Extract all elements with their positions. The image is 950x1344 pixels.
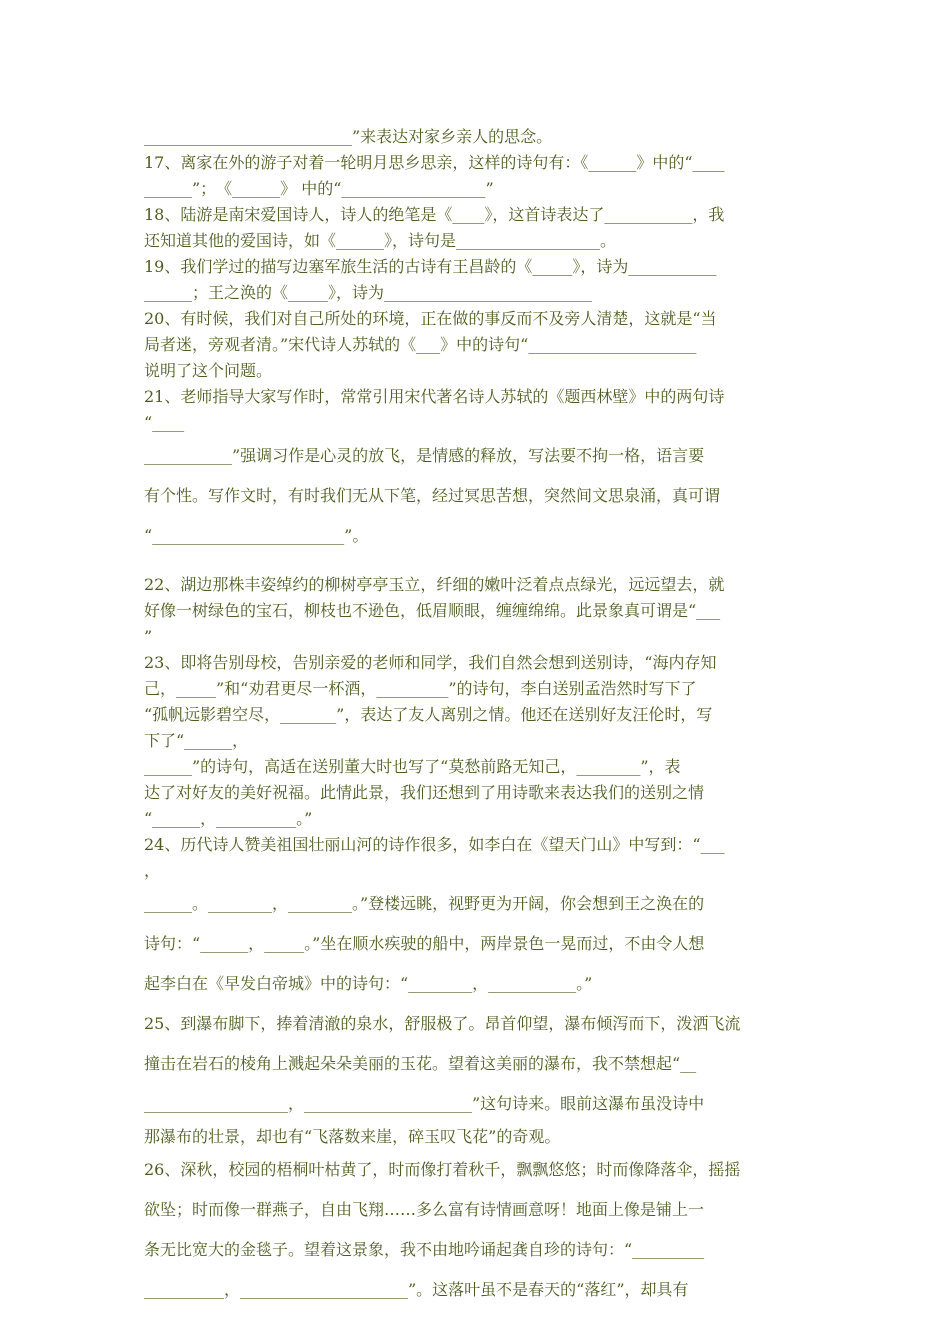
text-line: 还知道其他的爱国诗，如《______》，诗句是__________________。 [144, 231, 617, 250]
text-line: ” [144, 627, 153, 646]
text-line: 好像一树绿色的宝石，柳枝也不逊色，低眉顺眼，缠缠绵绵。此景象真可谓是“___ [144, 601, 721, 620]
question-19: 19、我们学过的描写边塞军旅生活的古诗有王昌龄的《_____》，诗为___________ [144, 257, 717, 276]
question-24: 24、历代诗人赞美祖国壮丽山河的诗作很多，如李白在《望天门山》中写到：“___ [144, 835, 725, 854]
question-20: 20、有时候，我们对自己所处的环境，正在做的事反而不及旁人清楚，这就是“当 [144, 309, 717, 328]
text-line: ___________”强调习作是心灵的放飞，是情感的释放，写法要不拘一格，语言要 [144, 446, 705, 465]
text-line: ______”； 《______》 中的“__________________” [144, 179, 494, 198]
text-line: 己，_____”和“劝君更尽一杯酒，_________”的诗句，李白送别孟浩然时写下了 [144, 679, 697, 698]
text-line: ， [144, 861, 161, 880]
text-line: __________________________”来表达对家乡亲人的思念。 [144, 127, 553, 146]
text-line: 条无比宽大的金毯子。望着这景象，我不由地吟诵起龚自珍的诗句：“_________ [144, 1240, 705, 1259]
text-line: 有个性。写作文时，有时我们无从下笔，经过冥思苦想，突然间文思泉涌，真可谓 [144, 486, 721, 505]
question-21: 21、老师指导大家写作时，常常引用宋代著名诗人苏轼的《题西林壁》中的两句诗 [144, 387, 725, 406]
text-line: 达了对好友的美好祝福。此情此景，我们还想到了用诗歌来表达我们的送别之情 [144, 783, 705, 802]
text-line: 起李白在《早发白帝城》中的诗句：“________，___________。” [144, 974, 593, 993]
text-line: __________，_____________________”。这落叶虽不是春天的“落红”，却具有 [144, 1280, 689, 1299]
text-line: 局者迷，旁观者清。”宋代诗人苏轼的《___》中的诗句“_____________________ [144, 335, 697, 354]
text-line: ______。________，________。”登楼远眺，视野更为开阔，你会想到王之涣在的 [144, 894, 705, 913]
text-line: __________________，_____________________”这句诗来。眼前这瀑布虽没诗中 [144, 1094, 705, 1113]
question-22: 22、湖边那株丰姿绰约的柳树亭亭玉立，纤细的嫩叶泛着点点绿光，远远望去，就 [144, 575, 725, 594]
text-line: 欲坠；时而像一群燕子，自由飞翔……多么富有诗情画意呀！地面上像是铺上一 [144, 1200, 705, 1219]
text-line: 下了“______， [144, 731, 249, 750]
text-line: 诗句：“______，_____。”坐在顺水疾驶的船中，两岸景色一晃而过，不由令人想 [144, 934, 705, 953]
text-line: 那瀑布的壮景，却也有“飞落数来崖，碎玉叹飞花”的奇观。 [144, 1127, 561, 1146]
document-body [144, 124, 808, 1310]
text-line: “孤帆远影碧空尽，_______”，表达了友人离别之情。他还在送别好友汪伦时，写 [144, 705, 713, 724]
text-line: “____ [144, 413, 185, 432]
text-line: 撞击在岩石的棱角上溅起朵朵美丽的玉花。望着这美丽的瀑布，我不禁想起“__ [144, 1054, 697, 1073]
question-18: 18、陆游是南宋爱国诗人，诗人的绝笔是《____》，这首诗表达了___________，我 [144, 205, 725, 224]
text-line: ______”的诗句，高适在送别董大时也写了“莫愁前路无知己，________”，表 [144, 757, 681, 776]
text-line: “______，__________。” [144, 809, 313, 828]
text-line: “________________________”。 [144, 526, 369, 545]
text-line: 说明了这个问题。 [144, 361, 273, 380]
question-23: 23、即将告别母校，告别亲爱的老师和同学，我们自然会想到送别诗，“海内存知 [144, 653, 717, 672]
text-line: ______；王之涣的《_____》，诗为__________________________ [144, 283, 593, 302]
question-25: 25、到瀑布脚下，捧着清澈的泉水，舒服极了。昂首仰望，瀑布倾泻而下，泼洒飞流 [144, 1014, 741, 1033]
question-26: 26、深秋，校园的梧桐叶枯黄了，时而像打着秋千，飘飘悠悠；时而像降落伞，摇摇 [144, 1160, 741, 1179]
question-17: 17、离家在外的游子对着一轮明月思乡思亲，这样的诗句有：《______》中的“____ [144, 153, 725, 172]
